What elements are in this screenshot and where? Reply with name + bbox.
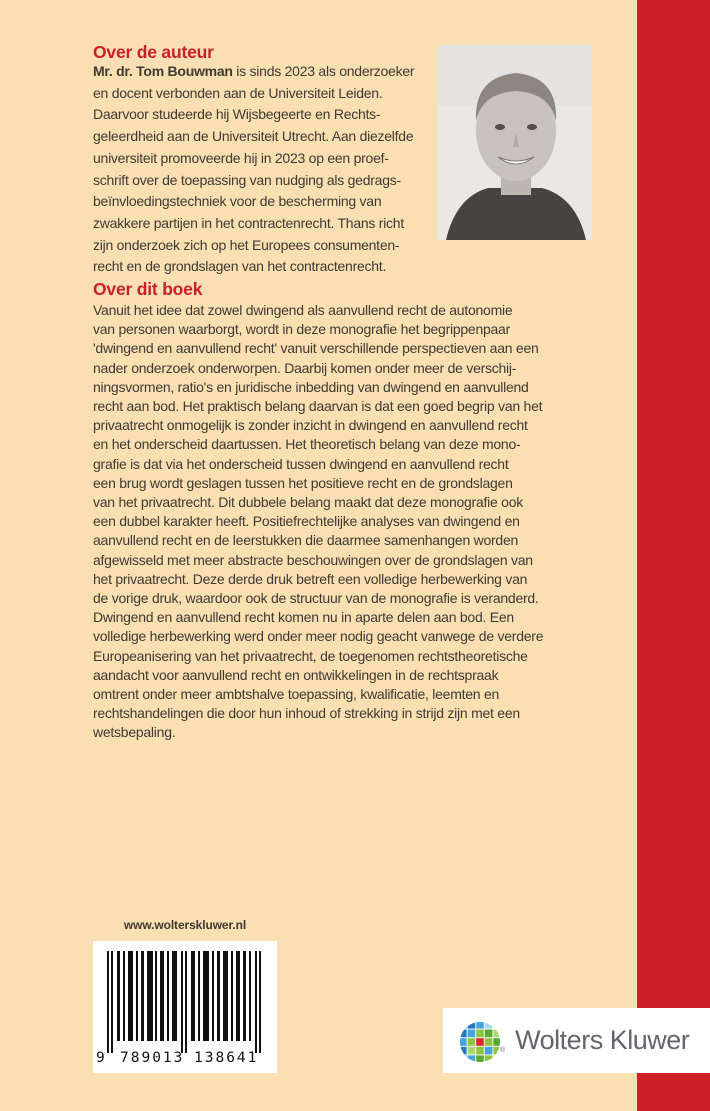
- author-section-heading: Over de auteur: [93, 42, 214, 62]
- registered-trademark-symbol: ®: [500, 1047, 506, 1054]
- wolters-kluwer-globe-icon: [458, 1020, 502, 1064]
- author-portrait-image: [438, 45, 592, 240]
- author-bio-first-line: is sinds 2023 als onderzoeker: [232, 63, 415, 79]
- isbn-digit-group-1: 9: [96, 1050, 105, 1066]
- publisher-website: www.wolterskluwer.nl: [123, 918, 247, 932]
- isbn-digit-group-2: 789013: [120, 1050, 185, 1066]
- wolters-kluwer-wordmark: Wolters Kluwer: [515, 1025, 690, 1055]
- isbn-digit-group-3: 138641: [194, 1050, 259, 1066]
- author-photo: [438, 45, 592, 240]
- book-description-paragraph: Vanuit het idee dat zowel dwingend als aanvullend recht de autonomie van personen waarborgt, wordt in deze monografie het begrippenpaar 'dwingend en aanvullend recht' vanuit verschillende perspectieven aan een nader onderzoek onderworpen. Daarbij komen onder meer de verschij- ningsvormen, ratio's en juridische inbedding van dwingend en aanvullend recht aan bod. Het praktisch belang daarvan is dat een goed begrip van het privaatrecht onmogelijk is zonder inzicht in dwingend en aanvullend recht en het onderscheid daartussen. Het theoretisch belang van deze mono- grafie is dat via het onderscheid tussen dwingend en aanvullend recht een brug wordt geslagen tussen het positieve recht en de grondslagen van het privaatrecht. Dit dubbele belang maakt dat deze monografie ook een dubbel karakter heeft. Positiefrechtelijke analyses van dwingend en aanvullend recht en de leerstukken die daarmee samenhangen worden afgewisseld met meer abstracte beschouwingen over de grondslagen van het privaatrecht. Deze derde druk betreft een volledige herbewerking van de vorige druk, waardoor ook de structuur van de monografie is veranderd. Dwingend en aanvullend recht komen nu in aparte delen aan bod. Een volledige herbewerking werd onder meer nodig geacht vanwege de verdere Europeanisering van het privaatrecht, de toegenomen rechtstheoretische aandacht voor aanvullend recht en ontwikkelingen in de rechtspraak omtrent onder meer ambtshalve toepassing, kwalificatie, leemten en rechtshandelingen die door hun inhoud of strekking in strijd zijn met een wetsbepaling.: [93, 302, 544, 741]
- publisher-logo-band: [443, 1008, 710, 1073]
- author-name: Mr. dr. Tom Bouwman: [93, 63, 233, 79]
- right-red-band: [637, 0, 710, 1111]
- author-bio-paragraph: [93, 61, 414, 278]
- isbn-digits: [93, 1050, 277, 1070]
- isbn-barcode: [93, 941, 277, 1073]
- author-bio-lines: en docent verbonden aan de Universiteit Leiden. Daarvoor studeerde hij Wijsbegeerte en Rechts- geleerdheid aan de Universiteit Utrecht. Aan diezelfde universiteit promoveerde hij in 2023 op een proef- schrift over de toepassing van nudging als gedrags- beïnvloedingstechniek voor de bescherming van zwakkere partijen in het contractenrecht. Thans richt zijn onderzoek zich op het Europees consumenten- recht en de grondslagen van het contractenrecht.: [93, 84, 414, 275]
- book-section-heading: Over dit boek: [93, 279, 203, 299]
